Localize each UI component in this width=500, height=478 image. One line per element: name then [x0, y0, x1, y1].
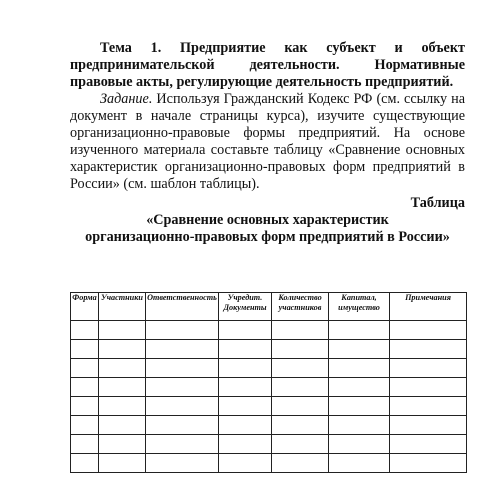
task-paragraph	[70, 91, 465, 193]
table-title-line-2: организационно-правовых форм предприятий в России»	[85, 229, 450, 245]
table-cell	[146, 416, 219, 435]
header-cell: Капитал, имущество	[329, 293, 390, 321]
table-cell	[390, 321, 467, 340]
table-cell	[219, 340, 272, 359]
table-cell	[219, 378, 272, 397]
table-cell	[99, 340, 146, 359]
header-cell: Форма	[71, 293, 99, 321]
table-cell	[272, 397, 329, 416]
table-cell	[329, 454, 390, 473]
table-cell	[329, 397, 390, 416]
task-lead: Задание.	[100, 91, 153, 107]
table-row	[71, 359, 467, 378]
table-cell	[71, 340, 99, 359]
table-cell	[272, 435, 329, 454]
table-cell	[146, 340, 219, 359]
table-cell	[329, 378, 390, 397]
table-cell	[219, 416, 272, 435]
table-cell	[272, 416, 329, 435]
task-text: Используя Гражданский Кодекс РФ (см. ссылку на документ в начале страницы курса), изучите существующие организационно-правовые формы предприятий. На основе изученного материала составьте таблицу «Сравнение основных характеристик организационно-правовых форм предприятий в России» (см. шаблон таблицы).	[70, 91, 465, 192]
header-cell: Количество участников	[272, 293, 329, 321]
header-cell: Участники	[99, 293, 146, 321]
table-cell	[71, 454, 99, 473]
table-cell	[219, 359, 272, 378]
table-row	[71, 454, 467, 473]
table-cell	[390, 378, 467, 397]
table-cell	[146, 378, 219, 397]
table-cell	[329, 416, 390, 435]
table-cell	[219, 435, 272, 454]
table-cell	[146, 454, 219, 473]
table-cell	[272, 321, 329, 340]
table-cell	[71, 378, 99, 397]
table-cell	[99, 435, 146, 454]
table-cell	[329, 435, 390, 454]
table-cell	[99, 397, 146, 416]
table-cell	[146, 397, 219, 416]
table-cell	[390, 454, 467, 473]
table-cell	[71, 359, 99, 378]
table-cell	[219, 321, 272, 340]
table-row	[71, 435, 467, 454]
table-cell	[219, 454, 272, 473]
table-row	[71, 378, 467, 397]
table-cell	[99, 454, 146, 473]
table-row	[71, 340, 467, 359]
document-page	[70, 40, 465, 246]
table-cell	[272, 378, 329, 397]
table-cell	[71, 397, 99, 416]
table-cell	[390, 435, 467, 454]
table-cell	[272, 359, 329, 378]
table-label: Таблица	[410, 195, 465, 211]
table-cell	[219, 397, 272, 416]
table-cell	[146, 359, 219, 378]
table-cell	[99, 378, 146, 397]
header-cell: Примечания	[390, 293, 467, 321]
header-cell: Ответственность	[146, 293, 219, 321]
table-cell	[390, 340, 467, 359]
table-title-line-1: «Сравнение основных характеристик	[146, 212, 389, 228]
table-cell	[99, 321, 146, 340]
table-cell	[329, 359, 390, 378]
table-cell	[71, 321, 99, 340]
table-cell	[272, 454, 329, 473]
table-cell	[272, 340, 329, 359]
table-cell	[99, 359, 146, 378]
table-row	[71, 321, 467, 340]
table-cell	[390, 359, 467, 378]
table-cell	[390, 397, 467, 416]
table-cell	[329, 340, 390, 359]
table-cell	[71, 416, 99, 435]
topic-heading: Тема 1. Предприятие как субъект и объект предпринимательской деятельности. Нормативные правовые акты, регулирующие деятельность предприятий.	[70, 40, 465, 90]
header-cell: Учредит. Документы	[219, 293, 272, 321]
table-cell	[146, 321, 219, 340]
table-row	[71, 416, 467, 435]
table-header-row	[71, 293, 467, 321]
table-cell	[146, 435, 219, 454]
table-cell	[390, 416, 467, 435]
table-cell	[329, 321, 390, 340]
table-cell	[99, 416, 146, 435]
comparison-table	[70, 292, 467, 473]
table-cell	[71, 435, 99, 454]
table-row	[71, 397, 467, 416]
